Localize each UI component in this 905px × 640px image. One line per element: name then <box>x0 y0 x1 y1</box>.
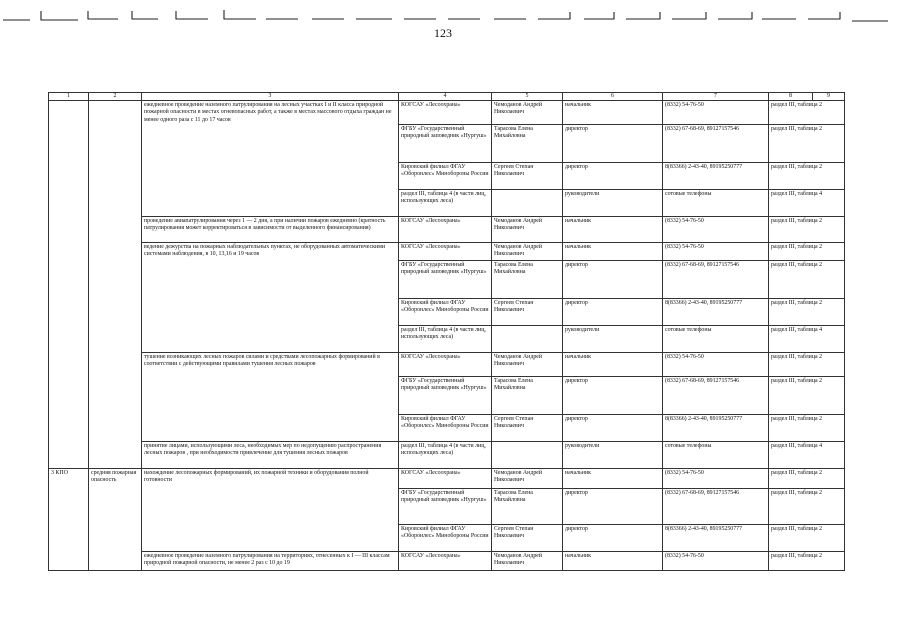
reference-cell: раздел III, таблица 2 <box>769 469 845 489</box>
reference-cell: раздел III, таблица 4 <box>769 190 845 217</box>
col-header: 6 <box>563 93 663 101</box>
reference-cell: раздел III, таблица 2 <box>769 261 845 299</box>
responsible-name-cell: Сергеев Степан Николаевич <box>492 415 563 442</box>
col-header: 4 <box>399 93 492 101</box>
position-cell: директор <box>563 261 663 299</box>
col-header: 1 <box>49 93 89 101</box>
position-cell: директор <box>563 415 663 442</box>
danger-level-cell: средняя пожарная опасность <box>89 469 142 571</box>
position-cell: директор <box>563 525 663 552</box>
measure-cell: ведение дежурства на пожарных наблюдательных пунктах, не оборудованных автоматическими системами наблюдения, в 10, 13,16 и 19 часов <box>142 243 399 353</box>
position-cell: начальник <box>563 101 663 125</box>
position-cell: директор <box>563 489 663 525</box>
responsible-name-cell <box>492 442 563 469</box>
position-cell: руководители <box>563 326 663 353</box>
responsible-name-cell: Чемоданов Андрей Николаевич <box>492 101 563 125</box>
responsible-name-cell: Тарасова Елена Михайловна <box>492 125 563 163</box>
table-row <box>49 353 845 377</box>
reference-cell: раздел III, таблица 2 <box>769 101 845 125</box>
organization-cell: КОГСАУ «Лесоохрана» <box>399 217 492 243</box>
position-cell: руководители <box>563 190 663 217</box>
organization-cell: раздел III, таблица 4 (в части лиц, использующих леса) <box>399 442 492 469</box>
organization-cell: КОГСАУ «Лесоохрана» <box>399 243 492 261</box>
phone-cell: сотовые телефоны <box>663 190 769 217</box>
reference-cell: раздел III, таблица 2 <box>769 353 845 377</box>
top-crop-marks <box>0 0 905 40</box>
reference-cell: раздел III, таблица 2 <box>769 243 845 261</box>
class-number-cell: 3 КПО <box>49 469 89 571</box>
table-row <box>49 243 845 261</box>
phone-cell: (8332) 54-76-50 <box>663 101 769 125</box>
organization-cell: раздел III, таблица 4 (в части лиц, использующих леса) <box>399 190 492 217</box>
col-header: 9 <box>813 93 845 101</box>
position-cell: руководители <box>563 442 663 469</box>
responsible-name-cell: Сергеев Степан Николаевич <box>492 163 563 190</box>
reference-cell: раздел III, таблица 2 <box>769 552 845 571</box>
reference-cell: раздел III, таблица 2 <box>769 489 845 525</box>
organization-cell: КОГСАУ «Лесоохрана» <box>399 469 492 489</box>
responsible-name-cell <box>492 326 563 353</box>
position-cell: директор <box>563 377 663 415</box>
reference-cell: раздел III, таблица 2 <box>769 163 845 190</box>
reference-cell: раздел III, таблица 2 <box>769 525 845 552</box>
responsible-name-cell <box>492 190 563 217</box>
phone-cell: (8332) 54-76-50 <box>663 353 769 377</box>
col-header: 5 <box>492 93 563 101</box>
position-cell: начальник <box>563 217 663 243</box>
phone-cell: (8332) 54-76-50 <box>663 243 769 261</box>
phone-cell: (8332) 54-76-50 <box>663 469 769 489</box>
position-cell: директор <box>563 163 663 190</box>
phone-cell: (8332) 67-68-69, 89127157546 <box>663 125 769 163</box>
phone-cell: 8(83366) 2-43-40, 89195250777 <box>663 299 769 326</box>
responsible-name-cell: Тарасова Елена Михайловна <box>492 489 563 525</box>
reference-cell: раздел III, таблица 2 <box>769 377 845 415</box>
measure-cell: нахождение лесопожарных формирований, их пожарной техники и оборудования полной готовности <box>142 469 399 552</box>
phone-cell: сотовые телефоны <box>663 326 769 353</box>
organization-cell: Кировский филиал ФГАУ «Оборонлес» Минобороны России <box>399 415 492 442</box>
reference-cell: раздел III, таблица 2 <box>769 299 845 326</box>
position-cell: начальник <box>563 552 663 571</box>
measure-cell: проведение авиапатрулирования через 1 — 2 дня, а при наличии пожаров ежедневно (кратность патрулирования может корректироваться в зависимости от выделенного финансирования) <box>142 217 399 243</box>
responsible-name-cell: Тарасова Елена Михайловна <box>492 261 563 299</box>
organization-cell: ФГБУ «Государственный природный заповедник «Нургуш» <box>399 377 492 415</box>
responsible-name-cell: Чемоданов Андрей Николаевич <box>492 243 563 261</box>
col-header: 2 <box>89 93 142 101</box>
measure-cell: ежедневное проведение наземного патрулирования на лесных участках I и II класса природной пожарной опасности в местах огневопасных работ, а также в местах массового отдыха граждан не менее одного раза с 11 до 17 часов <box>142 101 399 217</box>
organization-cell: Кировский филиал ФГАУ «Оборонлес» Минобороны России <box>399 299 492 326</box>
phone-cell: (8332) 67-68-69, 89127157546 <box>663 377 769 415</box>
responsible-name-cell: Чемоданов Андрей Николаевич <box>492 217 563 243</box>
position-cell: начальник <box>563 243 663 261</box>
responsible-name-cell: Чемоданов Андрей Николаевич <box>492 353 563 377</box>
phone-cell: (8332) 67-68-69, 89127157546 <box>663 489 769 525</box>
organization-cell: Кировский филиал ФГАУ «Оборонлес» Минобороны России <box>399 525 492 552</box>
reference-cell: раздел III, таблица 4 <box>769 442 845 469</box>
responsible-name-cell: Тарасова Елена Михайловна <box>492 377 563 415</box>
phone-cell: (8332) 54-76-50 <box>663 552 769 571</box>
reference-cell: раздел III, таблица 2 <box>769 217 845 243</box>
col-header: 7 <box>663 93 769 101</box>
organization-cell: раздел III, таблица 4 (в части лиц, использующих леса) <box>399 326 492 353</box>
position-cell: директор <box>563 125 663 163</box>
responsible-name-cell: Чемоданов Андрей Николаевич <box>492 469 563 489</box>
phone-cell: сотовые телефоны <box>663 442 769 469</box>
reference-cell: раздел III, таблица 2 <box>769 125 845 163</box>
measure-cell: ежедневное проведение наземного патрулирования на территориях, отнесенных к I — III классам природной пожарной опасности, не менее 2 раз с 10 до 19 <box>142 552 399 571</box>
responsible-name-cell: Сергеев Степан Николаевич <box>492 525 563 552</box>
reference-cell: раздел III, таблица 4 <box>769 326 845 353</box>
table-row <box>49 442 845 469</box>
danger-level-cell <box>89 101 142 469</box>
organization-cell: ФГБУ «Государственный природный заповедник «Нургуш» <box>399 261 492 299</box>
measure-cell: тушение возникающих лесных пожаров силами и средствами лесопожарных формирований в соответствии с действующими правилами тушения лесных пожаров <box>142 353 399 442</box>
page-number: 123 <box>434 26 452 40</box>
table-row <box>49 469 845 489</box>
responsible-name-cell: Сергеев Степан Николаевич <box>492 299 563 326</box>
column-number-row <box>49 93 845 101</box>
organization-cell: Кировский филиал ФГАУ «Оборонлес» Минобороны России <box>399 163 492 190</box>
organization-cell: ФГБУ «Государственный природный заповедник «Нургуш» <box>399 489 492 525</box>
table-row <box>49 217 845 243</box>
responsible-name-cell: Чемоданов Андрей Николаевич <box>492 552 563 571</box>
organization-cell: КОГСАУ «Лесоохрана» <box>399 552 492 571</box>
phone-cell: 8(83366) 2-43-40, 89195250777 <box>663 163 769 190</box>
table-body <box>49 93 845 571</box>
organization-cell: КОГСАУ «Лесоохрана» <box>399 353 492 377</box>
position-cell: директор <box>563 299 663 326</box>
phone-cell: (8332) 67-68-69, 89127157546 <box>663 261 769 299</box>
reference-cell: раздел III, таблица 2 <box>769 415 845 442</box>
measure-cell: принятие лицами, использующими леса, необходимых мер по недопущению распространения лесных пожаров , при необходимости привлечение для тушения лесных пожаров <box>142 442 399 469</box>
class-number-cell <box>49 101 89 469</box>
fire-danger-table <box>48 92 845 571</box>
col-header: 3 <box>142 93 399 101</box>
table-row <box>49 552 845 571</box>
col-header: 8 <box>769 93 813 101</box>
table-row <box>49 101 845 125</box>
phone-cell: (8332) 54-76-50 <box>663 217 769 243</box>
organization-cell: КОГСАУ «Лесоохрана» <box>399 101 492 125</box>
position-cell: начальник <box>563 469 663 489</box>
organization-cell: ФГБУ «Государственный природный заповедник «Нургуш» <box>399 125 492 163</box>
phone-cell: 8(83366) 2-43-40, 89195250777 <box>663 525 769 552</box>
phone-cell: 8(83366) 2-43-40, 89195250777 <box>663 415 769 442</box>
position-cell: начальник <box>563 353 663 377</box>
